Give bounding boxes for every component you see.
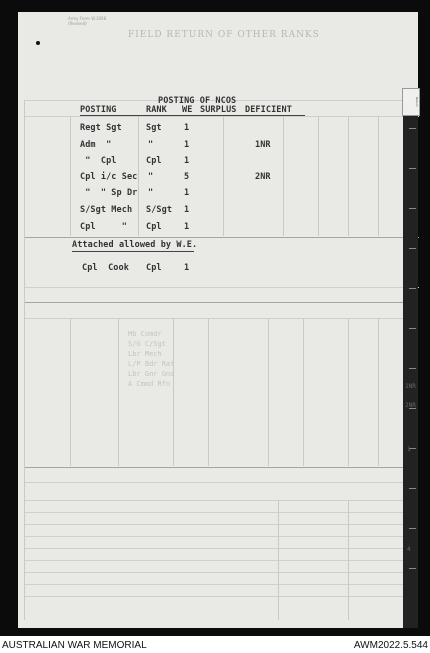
edge-tab: Return: [402, 88, 420, 116]
row-we: 5: [184, 172, 190, 182]
army-form-stamp: Army Form W.3008 (Revised): [68, 16, 107, 26]
row-we: 1: [184, 205, 190, 215]
footer-right-text: AWM2022.5.544: [353, 640, 428, 651]
row-we: 1: [184, 188, 190, 198]
row-posting: " " Sp Dr: [80, 188, 138, 198]
row-rank: S/Sgt: [146, 205, 173, 215]
document-page: Army Form W.3008 (Revised) FIELD RETURN OF OTHER RANKS POSTING OF NCOS POSTING RANK WE SURPLUS DEFICIENT Regt Sgt Sgt 1 Adm " " 1 1NR " Cpl Cpl 1 Cpl i/c Sec " 5 2NR " " Sp Dr " 1 S/Sgt Mech S/Sgt 1 Cpl " Cpl 1 Attached allowed by W.E. Cpl Cook Cpl 1 Mb Comdr S/G C/Sgt Lbr Mech L/P Bdr Rat Lbr Gnr Gnd A Cmmd Rfn: [18, 12, 418, 628]
col-posting: POSTING: [80, 105, 117, 115]
margin-mark-1nr: 1NR: [405, 383, 416, 390]
attached-posting: Cpl Cook: [82, 263, 129, 273]
attached-we: 1: [184, 263, 190, 273]
row-we: 1: [184, 156, 190, 166]
row-rank: Cpl: [146, 222, 162, 232]
row-rank: ": [148, 172, 154, 182]
row-deficient: 2NR: [255, 172, 271, 182]
row-posting: Regt Sgt: [80, 123, 122, 133]
row-we: 1: [184, 123, 190, 133]
row-posting: Cpl ": [80, 222, 127, 232]
row-rank: Cpl: [146, 156, 162, 166]
margin-mark-4: 4: [407, 546, 411, 553]
row-deficient: 1NR: [255, 140, 271, 150]
col-surplus: SURPLUS: [200, 105, 237, 115]
row-rank: ": [148, 188, 154, 198]
footer-bar: [0, 636, 430, 653]
ghost-block: Mb Comdr: [128, 330, 162, 338]
row-posting: Cpl i/c Sec: [80, 172, 138, 182]
posting-header: POSTING OF NCOS: [158, 96, 237, 106]
col-we: WE: [182, 105, 193, 115]
margin-mark-2nr: 2NR: [405, 402, 416, 409]
attached-rank: Cpl: [146, 263, 162, 273]
attached-header: Attached allowed by W.E.: [72, 240, 198, 250]
form-title: FIELD RETURN OF OTHER RANKS: [128, 30, 320, 40]
row-posting: " Cpl: [80, 156, 117, 166]
row-posting: Adm ": [80, 140, 112, 150]
col-rank: RANK: [146, 105, 167, 115]
punch-hole: [36, 41, 40, 45]
row-we: 1: [184, 222, 190, 232]
col-deficient: DEFICIENT: [245, 105, 292, 115]
row-we: 1: [184, 140, 190, 150]
row-posting: S/Sgt Mech: [80, 205, 133, 215]
margin-mark-1: 1: [407, 446, 411, 453]
row-rank: ": [148, 140, 154, 150]
row-rank: Sgt: [146, 123, 162, 133]
footer-left-text: AUSTRALIAN WAR MEMORIAL: [2, 640, 147, 651]
